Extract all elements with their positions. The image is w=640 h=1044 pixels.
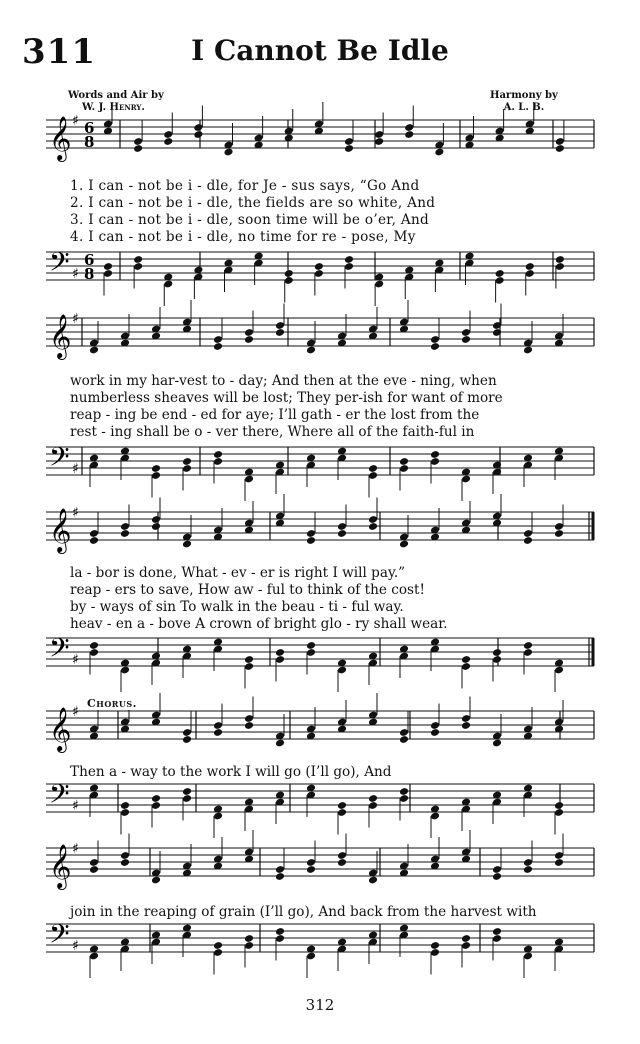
bass-clef-icon: 𝄢 [49, 441, 70, 479]
notehead [193, 130, 203, 139]
notehead [461, 335, 471, 344]
notehead [151, 876, 161, 885]
verse-4-line-2: rest - ing shall be o - ver there, Where all of the faith-ful in [70, 424, 475, 440]
notehead [337, 529, 347, 538]
verse-3-line-3: by - ways of sin To walk in the beau - ti - ful way. [70, 599, 404, 615]
notehead [151, 522, 161, 531]
verse-1-line-1: 1. I can - not be i - dle, for Je - sus says, “Go And [70, 178, 420, 194]
notehead [244, 934, 254, 943]
notehead [244, 655, 254, 664]
notehead [213, 450, 223, 459]
notehead [554, 801, 564, 810]
notehead [275, 648, 285, 657]
notehead [492, 927, 502, 936]
time-signature-top: 6 [84, 251, 95, 269]
notehead [523, 346, 533, 355]
notehead [430, 728, 440, 737]
chorus-line-1: Then a - way to the work I will go (I’ll go), And [70, 764, 392, 780]
bass-clef-icon: 𝄢 [49, 246, 70, 284]
notehead [89, 346, 99, 355]
notehead [554, 529, 564, 538]
notehead [275, 739, 285, 748]
notehead [182, 735, 192, 744]
notehead [368, 876, 378, 885]
notehead [461, 655, 471, 664]
verse-3-line-2: reap - ing be end - ed for aye; I’ll gath - er the lost from the [70, 407, 480, 423]
notehead [430, 941, 440, 950]
verse-4-line-3: heav - en a - bove A crown of bright glo - ry shall wear. [70, 616, 448, 632]
notehead [244, 335, 254, 344]
treble-clef-icon: 𝄞 [49, 508, 72, 552]
time-signature-bottom: 8 [84, 133, 95, 151]
bass-clef-icon: 𝄢 [49, 778, 70, 816]
notehead [275, 328, 285, 337]
notehead [306, 346, 316, 355]
time-signature-bottom: 8 [84, 265, 95, 283]
hymn-title: I Cannot Be Idle [191, 34, 449, 67]
notehead [306, 536, 316, 545]
notehead [213, 342, 223, 351]
sharp-icon: ♯ [72, 113, 79, 129]
notehead [554, 858, 564, 867]
notehead [133, 144, 143, 153]
notehead [306, 641, 316, 650]
notehead [492, 739, 502, 748]
notehead [492, 872, 502, 881]
words-credit-author: W. J. Henry. [82, 102, 145, 113]
harmony-credit-label: Harmony by [490, 90, 558, 101]
notehead [523, 641, 533, 650]
words-credit-label: Words and Air by [68, 90, 164, 101]
notehead [120, 529, 130, 538]
notehead [368, 522, 378, 531]
harmony-credit-author: A. L. B. [503, 102, 545, 113]
notehead [461, 721, 471, 730]
notehead [344, 255, 354, 264]
notehead [89, 865, 99, 874]
notehead [213, 728, 223, 737]
notehead [555, 255, 565, 264]
notehead [89, 641, 99, 650]
harmony-credit [490, 90, 558, 114]
notehead [344, 144, 354, 153]
notehead [244, 721, 254, 730]
notehead [133, 255, 143, 264]
words-credit [68, 90, 164, 114]
notehead [525, 262, 535, 271]
notehead [223, 148, 233, 157]
sharp-icon: ♯ [72, 652, 79, 668]
hymn-number: 311 [22, 32, 96, 72]
notehead [306, 865, 316, 874]
page-number: 312 [305, 996, 335, 1014]
verse-2-line-2: numberless sheaves will be lost; They per-ish for want of more [70, 390, 503, 406]
sharp-icon: ♯ [72, 704, 79, 720]
sharp-icon: ♯ [72, 266, 79, 282]
notehead [555, 144, 565, 153]
notehead [120, 801, 130, 810]
notehead [213, 941, 223, 950]
notehead [337, 858, 347, 867]
notehead [151, 794, 161, 803]
notehead [368, 464, 378, 473]
notehead [275, 927, 285, 936]
notehead [430, 450, 440, 459]
notehead [523, 865, 533, 874]
notehead [314, 262, 324, 271]
notehead [275, 872, 285, 881]
bass-clef-icon: 𝄢 [49, 632, 70, 670]
sharp-icon: ♯ [72, 841, 79, 857]
chorus-line-2: join in the reaping of grain (I’ll go), And back from the harvest with [70, 904, 537, 920]
notehead [430, 342, 440, 351]
notehead [182, 540, 192, 549]
notehead [163, 137, 173, 146]
notehead [495, 269, 505, 278]
notehead [182, 787, 192, 796]
verse-1-line-3: la - bor is done, What - ev - er is right I will pay.” [70, 565, 406, 581]
notehead [492, 648, 502, 657]
notehead [523, 536, 533, 545]
sharp-icon: ♯ [72, 505, 79, 521]
notehead [368, 794, 378, 803]
treble-clef-icon: 𝄞 [49, 314, 72, 358]
verse-1-line-2: work in my har-vest to - day; And then at the eve - ning, when [70, 373, 497, 389]
treble-clef-icon: 𝄞 [49, 844, 72, 888]
time-signature-top: 6 [84, 119, 95, 137]
sharp-icon: ♯ [72, 938, 79, 954]
notehead [151, 464, 161, 473]
notehead [434, 148, 444, 157]
verse-2-line-3: reap - ers to save, How aw - ful to think of the cost! [70, 582, 425, 598]
sharp-icon: ♯ [72, 798, 79, 814]
notehead [404, 130, 414, 139]
sharp-icon: ♯ [72, 461, 79, 477]
notehead [337, 801, 347, 810]
bass-clef-icon: 𝄢 [49, 918, 70, 956]
chorus-label: Chorus. [87, 697, 138, 710]
notehead [89, 536, 99, 545]
verse-4-line-1: 4. I can - not be i - dle, no time for re - pose, My [70, 229, 416, 245]
notehead [120, 858, 130, 867]
verse-2-line-1: 2. I can - not be i - dle, the fields are so white, And [70, 195, 436, 211]
notehead [103, 262, 113, 271]
notehead [399, 457, 409, 466]
notehead [461, 934, 471, 943]
verse-3-line-1: 3. I can - not be i - dle, soon time will be o’er, And [70, 212, 430, 228]
sharp-icon: ♯ [72, 311, 79, 327]
treble-clef-icon: 𝄞 [49, 707, 72, 751]
notehead [182, 457, 192, 466]
notehead [399, 735, 409, 744]
notehead [399, 540, 409, 549]
treble-clef-icon: 𝄞 [49, 116, 72, 160]
notehead [284, 269, 294, 278]
notehead [399, 787, 409, 796]
